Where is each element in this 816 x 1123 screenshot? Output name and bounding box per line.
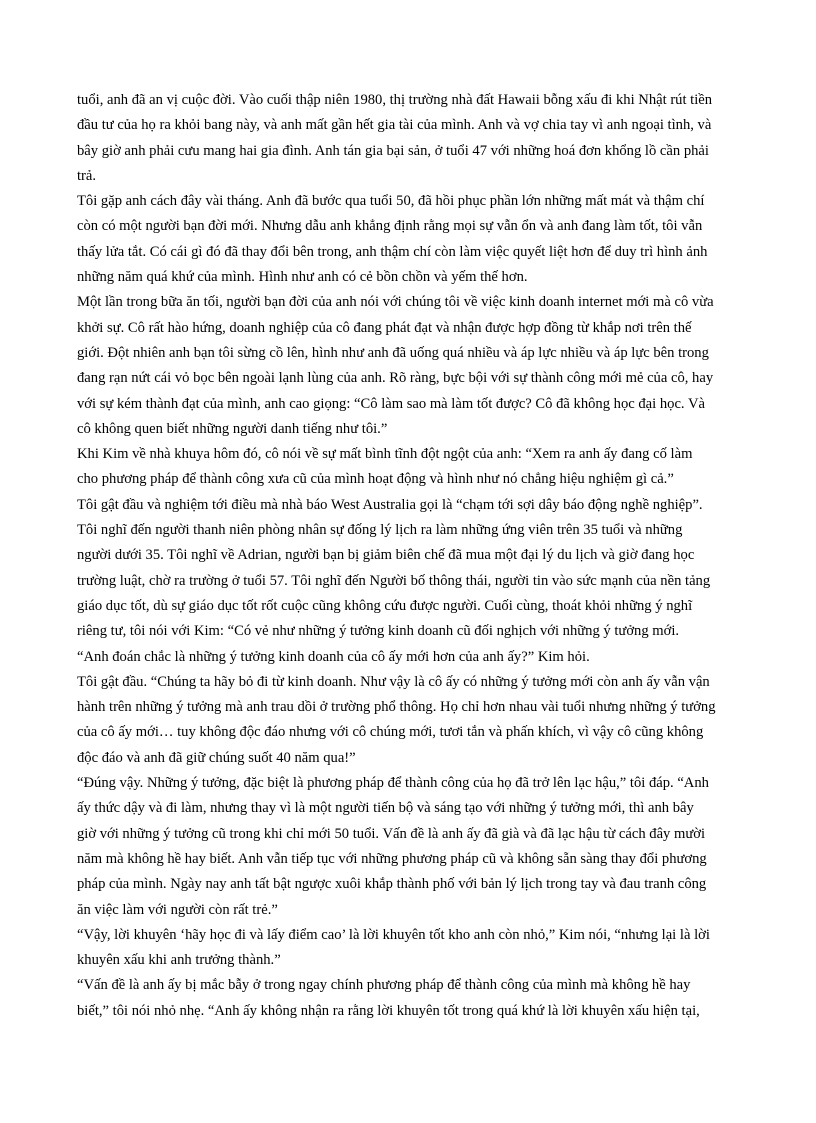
text-line: của cô ấy mới… tuy không độc đáo nhưng với cô chúng mới, tươi tắn và phấn khích, vì vậy cô cũng không (77, 724, 704, 741)
text-line: “Anh đoán chắc là những ý tưởng kinh doanh của cô ấy mới hơn của anh ấy?” Kim hỏi. (77, 648, 590, 665)
text-line: Tôi gặp anh cách đây vài tháng. Anh đã bước qua tuổi 50, đã hồi phục phần lớn những mất mát và thậm chí (77, 193, 705, 210)
text-line: ăn việc làm với người còn rất trẻ.” (77, 901, 278, 918)
text-line: Khi Kim về nhà khuya hôm đó, cô nói về sự mất bình tĩnh đột ngột của anh: “Xem ra anh ấy đang cố làm (77, 446, 693, 463)
text-line: pháp của mình. Ngày nay anh tất bật ngược xuôi khắp thành phố với bản lý lịch trong tay và đau tranh công (77, 876, 707, 893)
text-line: tuổi, anh đã an vị cuộc đời. Vào cuối thập niên 1980, thị trường nhà đất Hawaii bỗng xấu đi khi Nhật rút tiền (77, 92, 713, 108)
text-line: Một lần trong bữa ăn tối, người bạn đời của anh nói với chúng tôi về việc kinh doanh internet mới mà cô vừa (77, 294, 714, 311)
text-line: giới. Đột nhiên anh bạn tôi sừng cồ lên, hình như anh đã uống quá nhiều và áp lực nhiều và áp lực bên trong (77, 344, 709, 361)
text-line: biết,” tôi nói nhỏ nhẹ. “Anh ấy không nhận ra rằng lời khuyên tốt trong quá khứ là lời khuyên xấu hiện tại, (77, 1002, 700, 1019)
body-text (77, 88, 742, 1024)
text-line: trường luật, chờ ra trường ở tuổi 57. Tôi nghĩ đến Người bố thông thái, người tin vào sức mạnh của nền tảng (77, 572, 711, 589)
text-line: “Đúng vậy. Những ý tưởng, đặc biệt là phương pháp để thành công của họ đã trở lên lạc hậu,” tôi đáp. “Anh (77, 775, 709, 792)
text-line: trả. (77, 167, 97, 184)
text-line: cô không quen biết những người danh tiếng như tôi.” (77, 420, 388, 437)
text-line: đang rạn nứt cái vỏ bọc bên ngoài lạnh lùng của anh. Rõ ràng, bực bội với sự thành công mới mẻ của cô, hay (77, 370, 714, 387)
text-line: khởi sự. Cô rất hào hứng, doanh nghiệp của cô đang phát đạt và nhận được hợp đồng từ khắp nơi trên thế (77, 319, 692, 336)
text-line: bây giờ anh phải cưu mang hai gia đình. Anh tán gia bại sản, ở tuổi 47 với những hoá đơn khổng lồ cần phải (77, 142, 709, 159)
text-line: còn có một người bạn đời mới. Nhưng dẫu anh khẳng định rằng mọi sự vẫn ổn và anh đang làm tốt, tôi vẫn (77, 218, 703, 235)
text-line: Tôi gật đầu. “Chúng ta hãy bỏ đi từ kinh doanh. Như vậy là cô ấy có những ý tưởng mới còn anh ấy vẫn vận (77, 673, 710, 690)
text-line: với sự kém thành đạt của mình, anh cao giọng: “Cô làm sao mà làm tốt được? Cô đã không học đại học. Và (77, 395, 705, 412)
text-line: ấy thức dậy và đi làm, nhưng thay vì là một người tiến bộ và sáng tạo với những ý tưởng mới, thì anh bây (77, 800, 694, 817)
text-line: độc đáo và anh đã giữ chúng suốt 40 năm qua!” (77, 749, 356, 766)
text-line: những năm quá khứ của mình. Hình như anh có cẻ bồn chồn và yếm thế hơn. (77, 269, 528, 286)
text-line: “Vậy, lời khuyên ‘hãy học đi và lấy điểm cao’ là lời khuyên tốt kho anh còn nhỏ,” Kim nói, “nhưng lại là lời (77, 926, 710, 943)
text-line: hành trên những ý tưởng mà anh trau dồi ở trường phổ thông. Họ chỉ hơn nhau vài tuổi nhưng những ý tưởng (77, 699, 716, 716)
text-line: riêng tư, tôi nói với Kim: “Có vẻ như những ý tưởng kinh doanh cũ đối nghịch với những ý tưởng mới. (77, 623, 680, 640)
text-line: giáo dục tốt, dù sự giáo dục tốt rốt cuộc cũng không cứu được người. Cuối cùng, thoát khỏi những ý nghĩ (77, 597, 693, 614)
text-line: khuyên xấu khi anh trưởng thành.” (77, 952, 281, 969)
text-line: thấy lửa tắt. Có cái gì đó đã thay đổi bên trong, anh thậm chí còn làm việc quyết liệt hơn để duy trì hình ảnh (77, 243, 708, 260)
text-line: cho phương pháp để thành công xưa cũ của mình hoạt động và hình như nó chẳng hiệu nghiệm gì cả.” (77, 471, 674, 488)
text-line: giờ với những ý tưởng cũ trong khi chỉ mới 50 tuổi. Vấn đề là anh ấy đã già và đã lạc hậu từ cách đây mười (77, 825, 706, 842)
text-line: năm mà không hề hay biết. Anh vẫn tiếp tục với những phương pháp cũ và không sẵn sàng thay đổi phương (77, 850, 707, 867)
text-line: đầu tư của họ ra khỏi bang này, và anh mất gần hết gia tài của mình. Anh và vợ chia tay vì anh ngoại tình, và (77, 117, 712, 134)
text-line: “Vấn đề là anh ấy bị mắc bẫy ở trong ngay chính phương pháp để thành công của mình mà không hề hay (77, 977, 691, 994)
text-line: Tôi gật đầu và nghiệm tới điều mà nhà báo West Australia gọi là “chạm tới sợi dây báo động nghề nghiệp”. (77, 496, 703, 513)
text-line: người dưới 35. Tôi nghĩ về Adrian, người bạn bị giảm biên chế đã mua một đại lý du lịch và giờ đang học (77, 547, 695, 564)
text-line: Tôi nghĩ đến người thanh niên phòng nhân sự đống lý lịch ra làm những ứng viên trên 35 tuổi và những (77, 522, 683, 539)
